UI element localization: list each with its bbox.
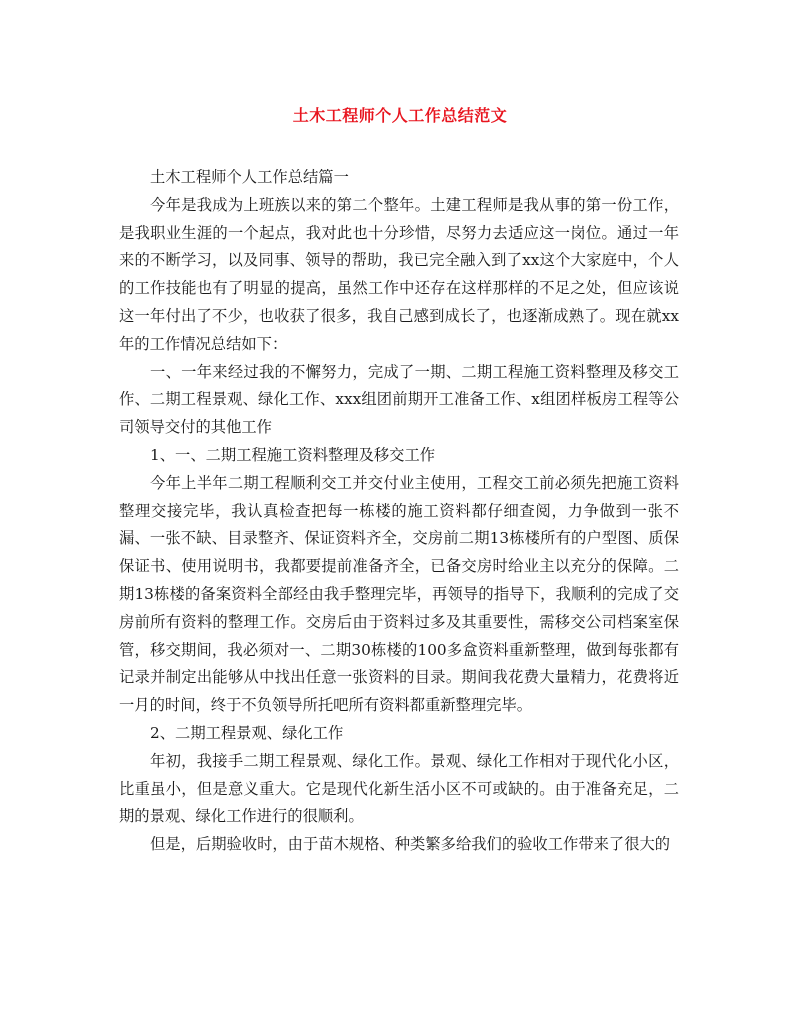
subheading-1: 1、一、二期工程施工资料整理及移交工作 [150,445,436,464]
document-title: 土木工程师个人工作总结范文 [292,106,508,125]
paragraph-summary-item-1: 一、一年来经过我的不懈努力，完成了一期、二期工程施工资料整理及移交工作、二期工程景观、绿化工作、xxx组团前期开工准备工作、x组团样板房工程等公司领导交付的其他工作 [119,362,679,437]
paragraph-document-handover: 今年上半年二期工程顺利交工并交付业主使用，工程交工前必须先把施工资料整理交接完毕，我认真检查把每一栋楼的施工资料都仔细查阅，力争做到一张不漏、一张不缺、目录整齐、保证资料齐全，交房前二期13栋楼所有的户型图、质保保证书、使用说明书，我都要提前准备齐全，已备交房时给业主以充分的保障。二期13栋楼的备案资料全部经由我手整理完毕，再领导的指导下，我顺利的完成了交房前所有资料的整理工作。交房后由于资料过多及其重要性，需移交公司档案室保管，移交期间，我必须对一、二期30栋楼的100多盒资料重新整理，做到每张都有记录并制定出能够从中找出任意一张资料的目录。期间我花费大量精力，花费将近一月的时间，终于不负领导所托吧所有资料都重新整理完毕。 [119,473,679,715]
document-body [119,164,679,859]
paragraph-acceptance: 但是，后期验收时，由于苗木规格、种类繁多给我们的验收工作带来了很大的 [150,835,671,854]
subheading-2: 2、二期工程景观、绿化工作 [150,723,344,742]
section-heading: 土木工程师个人工作总结篇一 [150,168,349,186]
paragraph-landscape: 年初，我接手二期工程景观、绿化工作。景观、绿化工作相对于现代化小区，比重虽小，但是意义重大。它是现代化新生活小区不可或缺的。由于准备充足，二期的景观、绿化工作进行的很顺利。 [119,751,679,826]
paragraph-intro: 今年是我成为上班族以来的第二个整年。土建工程师是我从事的第一份工作，是我职业生涯的一个起点，我对此也十分珍惜，尽努力去适应这一岗位。通过一年来的不断学习，以及同事、领导的帮助，我已完全融入到了xx这个大家庭中，个人的工作技能也有了明显的提高，虽然工作中还存在这样那样的不足之处，但应该说这一年付出了不少，也收获了很多，我自己感到成长了，也逐渐成熟了。现在就xx年的工作情况总结如下： [119,195,679,353]
